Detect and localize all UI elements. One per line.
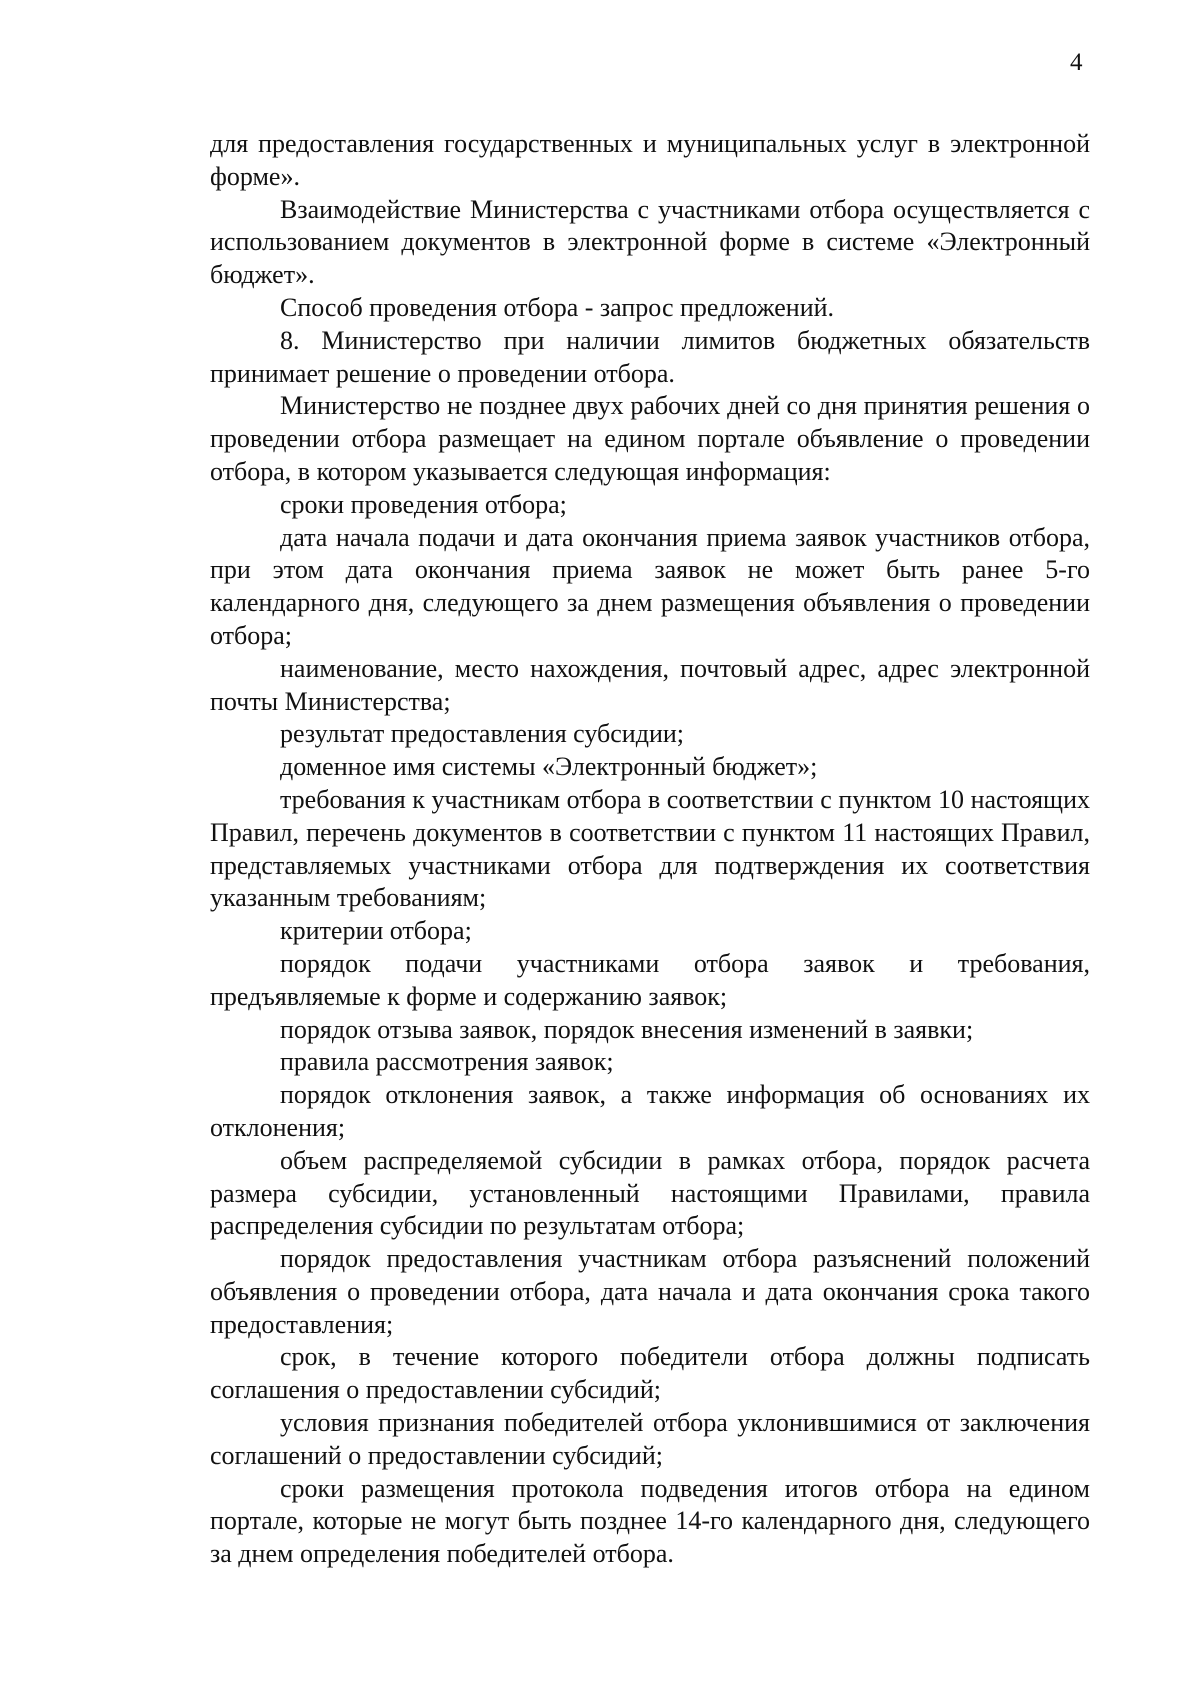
list-item: условия признания победителей отбора уклонившимися от заключения соглашений о предоставлении субсидий;	[210, 1408, 1090, 1470]
list-item: результат предоставления субсидии;	[280, 719, 684, 749]
list-item: дата начала подачи и дата окончания приема заявок участников отбора, при этом дата окончания приема заявок не может быть ранее 5-го календарного дня, следующего за днем размещения объявления о проведении отбора;	[210, 522, 1090, 650]
paragraph: Министерство не позднее двух рабочих дней со дня принятия решения о проведении отбора размещает на едином портале объявление о проведении отбора, в котором указывается следующая информация:	[210, 391, 1090, 486]
paragraph: Взаимодействие Министерства с участниками отбора осуществляется с использованием документов в электронной форме в системе «Электронный бюджет».	[210, 194, 1090, 290]
list-item: требования к участникам отбора в соответствии с пунктом 10 настоящих Правил, перечень документов в соответствии с пунктом 11 настоящих Правил, представляемых участниками отбора для подтверждения их соответствия указанным требованиям;	[210, 784, 1090, 913]
list-item: наименование, место нахождения, почтовый адрес, адрес электронной почты Министерства;	[210, 653, 1090, 716]
paragraph: для предоставления государственных и муниципальных услуг в электронной форме».	[210, 129, 1090, 191]
list-item: правила рассмотрения заявок;	[280, 1047, 614, 1077]
list-item: доменное имя системы «Электронный бюджет»;	[280, 752, 818, 782]
list-item: объем распределяемой субсидии в рамках отбора, порядок расчета размера субсидии, установленный настоящими Правилами, правила распределения субсидии по результатам отбора;	[210, 1145, 1090, 1241]
paragraph: Способ проведения отбора - запрос предложений.	[280, 292, 835, 322]
document-body	[210, 128, 1090, 1571]
list-item: порядок предоставления участникам отбора разъяснений положений объявления о проведении отбора, дата начала и дата окончания срока такого предоставления;	[210, 1244, 1090, 1339]
list-item: сроки проведения отбора;	[280, 489, 567, 519]
list-item: сроки размещения протокола подведения итогов отбора на едином портале, которые не могут быть позднее 14-го календарного дня, следующего за днем определения победителей отбора.	[210, 1473, 1090, 1569]
list-item: срок, в течение которого победители отбора должны подписать соглашения о предоставлении субсидий;	[210, 1342, 1090, 1405]
list-item: порядок отзыва заявок, порядок внесения изменений в заявки;	[280, 1014, 974, 1044]
list-item: порядок отклонения заявок, а также информация об основаниях их отклонения;	[210, 1080, 1090, 1142]
page-number: 4	[1070, 49, 1083, 76]
list-item: порядок подачи участниками отбора заявок и требования, предъявляемые к форме и содержанию заявок;	[210, 948, 1090, 1011]
list-item: критерии отбора;	[280, 916, 472, 946]
paragraph: 8. Министерство при наличии лимитов бюджетных обязательств принимает решение о проведении отбора.	[210, 325, 1090, 388]
